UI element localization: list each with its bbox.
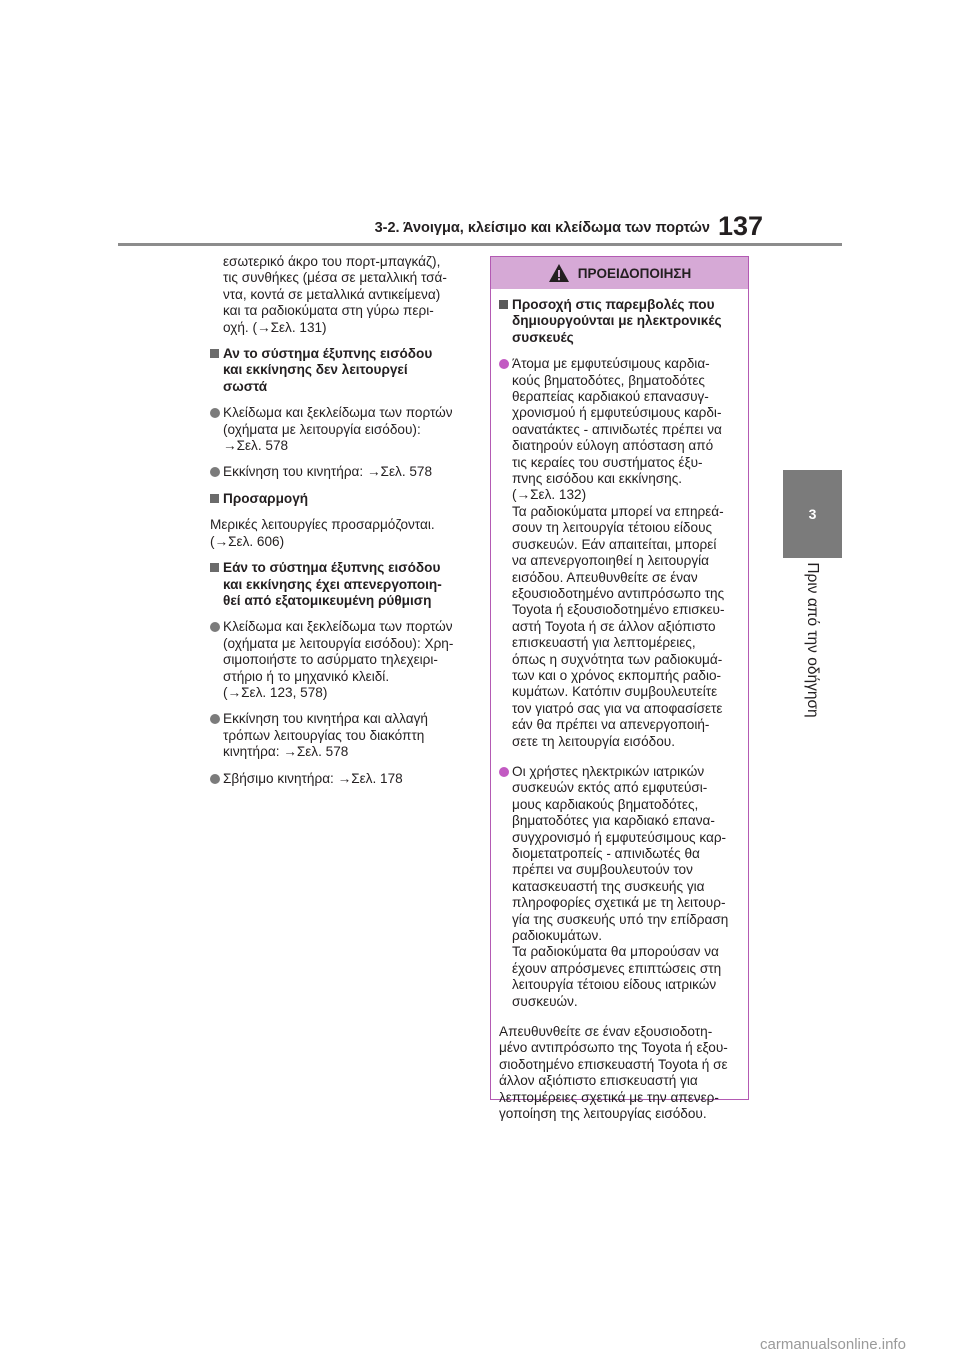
list-item-text: Κλείδωμα και ξεκλείδωμα των πορτών (οχήματα με λειτουργία εισόδου): →Σελ. 578 <box>223 405 453 454</box>
circle-bullet-icon <box>210 774 220 784</box>
list-item-text: Εκκίνηση του κινητήρα: →Σελ. 578 <box>223 464 433 480</box>
header-rule <box>118 243 842 246</box>
heading-customization <box>210 491 474 507</box>
list-item <box>210 405 474 454</box>
heading-text: Αν το σύστημα έξυπνης εισόδου και εκκίνησης δεν λειτουργεί σωστά <box>223 346 433 394</box>
chapter-tab <box>783 470 842 558</box>
circle-bullet-icon <box>210 408 220 418</box>
heading-smart-entry-malfunction <box>210 346 474 395</box>
list-item-text: Εκκίνηση του κινητήρα και αλλαγή τρόπων λειτουργίας του διακόπτη κινητήρα: →Σελ. 578 <box>223 711 428 760</box>
list-item <box>210 711 474 760</box>
list-item <box>210 464 474 480</box>
intro-paragraph: εσωτερικό άκρο του πορτ-μπαγκάζ), τις συνθήκες (μέσα σε μεταλλική τσά- ντα, κοντά σε μεταλλικά αντικείμενα) και τα ραδιοκύματα στη γύρω περι- οχή. (→Σελ. 131) <box>223 254 447 335</box>
square-bullet-icon <box>210 563 219 572</box>
heading-text: Προσαρμογή <box>223 490 309 506</box>
header-title: 3-2. Άνοιγμα, κλείσιμο και κλείδωμα των πορτών <box>374 220 710 236</box>
chapter-tab-number: 3 <box>808 506 817 522</box>
customization-paragraph: Μερικές λειτουργίες προσαρμόζονται. (→Σελ. 606) <box>210 517 435 549</box>
circle-bullet-icon <box>499 767 509 777</box>
chapter-side-label: Πριν από την οδήγηση <box>804 562 821 718</box>
warning-triangle-icon <box>548 263 570 283</box>
square-bullet-icon <box>499 300 508 309</box>
watermark: carmanualsonline.info <box>760 1336 906 1353</box>
warning-heading-text: Προσοχή στις παρεμβολές που δημιουργούνται με ηλεκτρονικές συσκευές <box>512 297 722 345</box>
warning-list-item <box>499 356 740 750</box>
warning-title: ΠΡΟΕΙΔΟΠΟΙΗΣΗ <box>577 265 692 281</box>
warning-header <box>491 257 748 289</box>
circle-bullet-icon <box>210 714 220 724</box>
list-item <box>210 771 474 787</box>
heading-smart-entry-disabled <box>210 560 474 609</box>
warning-list-item-text: Άτομα με εμφυτεύσιμους καρδια- κούς βηματοδότες, βηματοδότες θεραπείας καρδιακού επανασυγ- χρονισμού ή εμφυτεύσιμους καρδι- οανατάκτες - απινιδωτές πρέπει να διατηρούν εύλογη απόσταση από τις κεραίες του συστήματος έξυ- πνης εισόδου και εκκίνησης. (→Σελ. 132) Τα ραδιοκύματα μπορεί να επηρεά- σουν τη λειτουργία τέτοιου είδους συσκευών. Εάν απαιτείται, μπορεί να απενεργοποιηθεί η λειτουργία εισόδου. Απευθυνθείτε σε έναν εξουσιοδοτημένο αντιπρόσωπο της Toyota ή εξουσιοδοτημένο επισκευ- αστή Toyota ή σε άλλον αξιόπιστο επισκευαστή για λεπτομέρειες, όπως η συχνότητα των ραδιοκυμά- των και ο χρόνος εκπομπής ραδιο- κυμάτων. Κατόπιν συμβουλευτείτε τον γιατρό σας για να αποφασίσετε εάν θα πρέπει να απενεργοποιή- σετε τη λειτουργία εισόδου. <box>512 356 725 749</box>
list-item <box>210 619 474 701</box>
list-item-text: Σβήσιμο κινητήρα: →Σελ. 178 <box>223 770 403 786</box>
warning-list-item-text: Οι χρήστες ηλεκτρικών ιατρικών συσκευών εκτός από εμφυτεύσι- μους καρδιακούς βηματοδότες, βηματοδότες για καρδιακό επανα- συγχρονισμό ή εμφυτεύσιμους καρ- διομετατροπείς - απινιδωτές θα πρέπει να συμβουλευτούν τον κατασκευαστή της συσκευής για πληροφορίες σχετικά με τη λειτουρ- γία της συσκευής υπό την επίδραση ραδιοκυμάτων. Τα ραδιοκύματα θα μπορούσαν να έχουν απρόσμενες επιπτώσεις στη λειτουργία τέτοιου είδους ιατρικών συσκευών. <box>512 763 729 1009</box>
circle-bullet-icon <box>499 359 509 369</box>
warning-list-item <box>499 764 740 1010</box>
square-bullet-icon <box>210 494 219 503</box>
circle-bullet-icon <box>210 467 220 477</box>
page-number: 137 <box>718 211 764 241</box>
left-column <box>210 254 474 797</box>
circle-bullet-icon <box>210 622 220 632</box>
warning-box <box>490 256 749 1122</box>
list-item-text: Κλείδωμα και ξεκλείδωμα των πορτών (οχήματα με λειτουργία εισόδου): Χρη- σιμοποιήστε το ασύρματο τηλεχειρι- στήριο ή το μηχανικό κλειδί. (→Σελ. 123, 578) <box>223 619 454 700</box>
warning-body <box>491 289 748 1123</box>
warning-heading <box>499 297 740 346</box>
warning-closing-paragraph: Απευθυνθείτε σε έναν εξουσιοδοτη- μένο αντιπρόσωπο της Toyota ή εξου- σιοδοτημένο επισκευαστή Toyota ή σε άλλον αξιόπιστο επισκευαστή για λεπτομέρειες σχετικά με την απενερ- γοποίηση της λειτουργίας εισόδου. <box>499 1024 728 1122</box>
heading-text: Εάν το σύστημα έξυπνης εισόδου και εκκίνησης έχει απενεργοποιη- θεί από εξατομικευμένη ρύθμιση <box>223 560 442 608</box>
square-bullet-icon <box>210 349 219 358</box>
